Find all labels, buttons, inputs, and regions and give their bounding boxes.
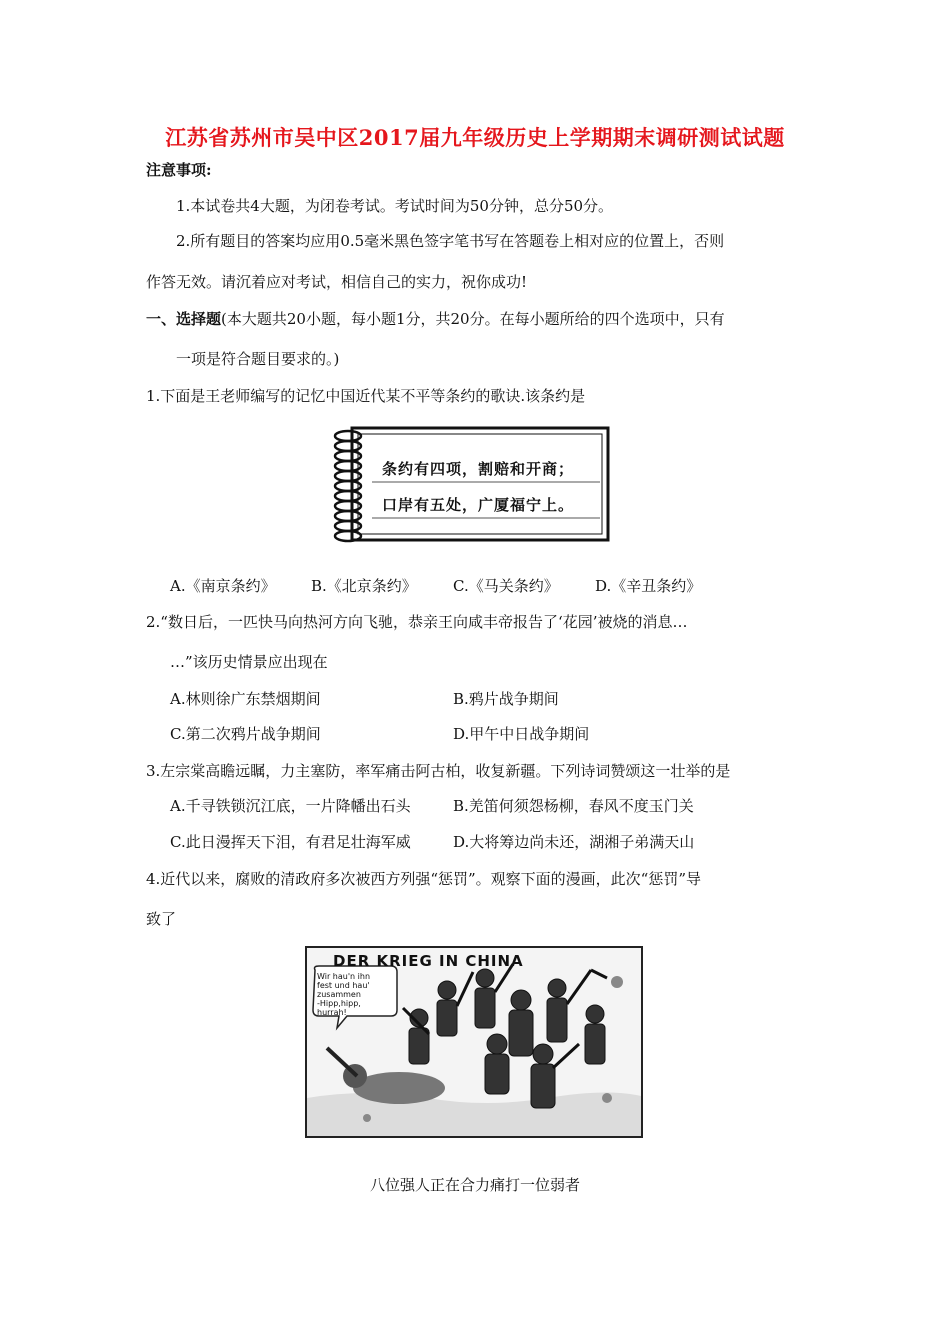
- q2-option-d: D.甲午中日战争期间: [453, 725, 590, 743]
- q3-option-c: C.此日漫挥天下泪，有君足壮海军威: [170, 833, 411, 851]
- q4-stem-line-1: 4.近代以来，腐败的清政府多次被西方列强“惩罚”。观察下面的漫画，此次“惩罚”导: [146, 870, 701, 888]
- q3-option-b: B.羌笛何须怨杨柳，春风不度玉门关: [453, 797, 694, 815]
- q2-option-c: C.第二次鸦片战争期间: [170, 725, 321, 743]
- q1-option-c: C.《马关条约》: [453, 577, 559, 595]
- q3-option-a: A.千寻铁锁沉江底，一片降幡出石头: [170, 797, 411, 815]
- q1-notebook-image: [332, 422, 614, 546]
- section-1-desc-line-1: (本大题共20小题，每小题1分，共20分。在每小题所给的四个选项中，只有: [221, 310, 725, 328]
- q4-stem-line-2: 致了: [146, 910, 177, 928]
- q2-option-a: A.林则徐广东禁烟期间: [170, 690, 321, 708]
- q1-option-b: B.《北京条约》: [311, 577, 417, 595]
- q3-option-d: D.大将筹边尚未还，湖湘子弟满天山: [453, 833, 695, 851]
- notice-item-2-line-2: 作答无效。请沉着应对考试，相信自己的实力，祝你成功!: [146, 273, 528, 291]
- q1-stem: 1.下面是王老师编写的记忆中国近代某不平等条约的歌诀.该条约是: [146, 387, 586, 405]
- notebook-drawing: [332, 422, 614, 546]
- page-title: 江苏省苏州市吴中区2017届九年级历史上学期期末调研测试试题: [165, 125, 785, 150]
- section-1-heading: 一、选择题: [146, 310, 222, 328]
- q2-option-b: B.鸦片战争期间: [453, 690, 559, 708]
- notice-item-1: 1.本试卷共4大题，为闭卷考试。考试时间为50分钟，总分50分。: [176, 197, 614, 215]
- q1-option-d: D.《辛丑条约》: [595, 577, 702, 595]
- q2-stem-line-1: 2.“数日后，一匹快马向热河方向飞驰，恭亲王向咸丰帝报告了‘花园’被烧的消息…: [146, 613, 688, 631]
- notebook-line-1: 条约有四项，割赔和开商；: [382, 460, 575, 478]
- cartoon-title: DER KRIEG IN CHINA: [333, 952, 524, 970]
- notice-item-2-line-1: 2.所有题目的答案均应用0.5毫米黑色签字笔书写在答题卷上相对应的位置上，否则: [176, 232, 725, 250]
- q2-stem-line-2: …”该历史情景应出现在: [170, 653, 328, 671]
- cartoon-caption: 八位强人正在合力痛打一位弱者: [369, 1176, 580, 1194]
- section-1-desc-line-2: 一项是符合题目要求的。): [176, 350, 340, 368]
- cartoon-speech-text: Wir hau'n ihn fest und hau' zusammen -Hipp,hipp, hurrah!: [317, 972, 371, 1017]
- section-1-header: [146, 309, 725, 329]
- notice-heading: 注意事项:: [146, 161, 212, 179]
- q1-option-a: A.《南京条约》: [170, 577, 276, 595]
- q3-stem: 3.左宗棠高瞻远瞩，力主塞防，率军痛击阿古柏，收复新疆。下列诗词赞颂这一壮举的是: [146, 762, 731, 780]
- notebook-line-2: 口岸有五处，广厦福宁上。: [382, 496, 575, 514]
- q4-cartoon-image: [305, 946, 643, 1138]
